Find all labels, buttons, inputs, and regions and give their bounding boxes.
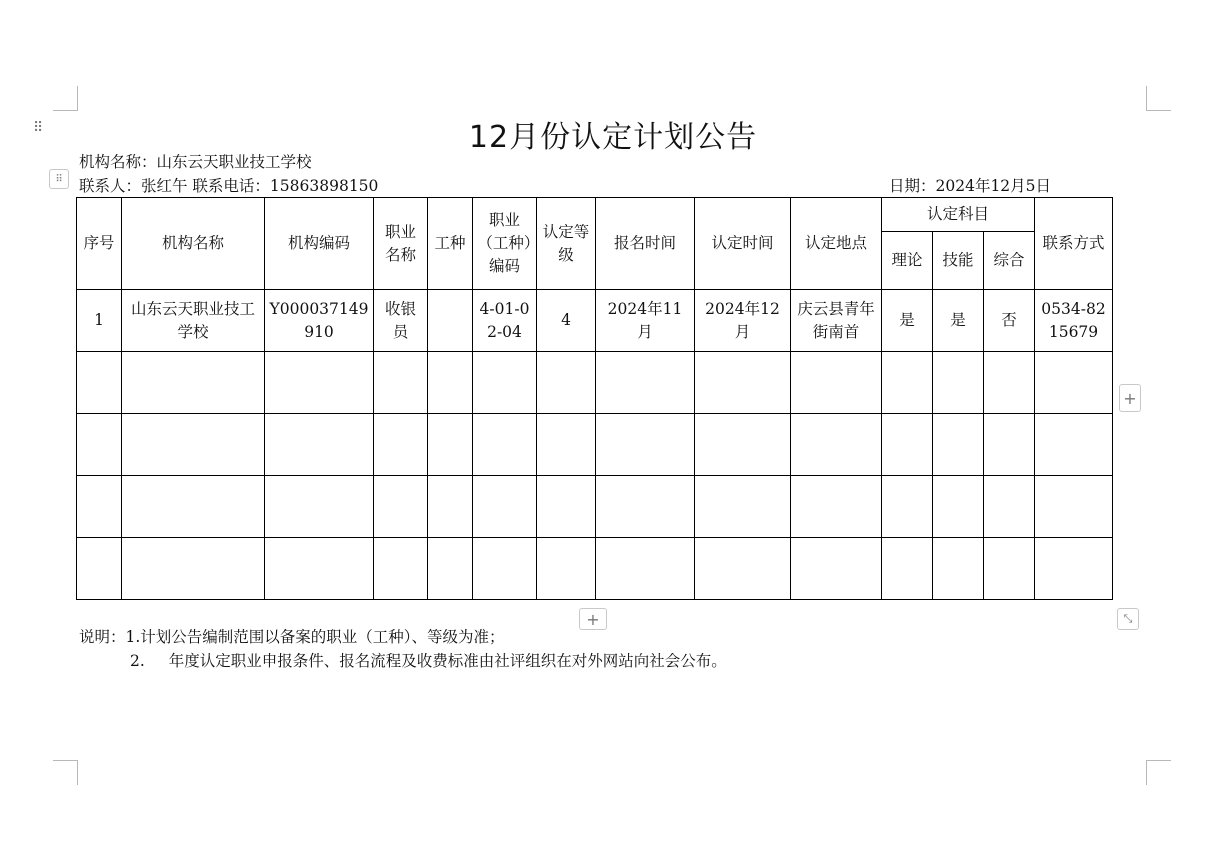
cell-comprehensive: 否	[984, 290, 1035, 352]
header-comprehensive: 综合	[984, 232, 1035, 290]
table-resize-handle-icon[interactable]: ⤡	[1117, 608, 1139, 630]
note-line-2	[79, 649, 727, 673]
add-column-button[interactable]: +	[1119, 384, 1141, 412]
contact-line: 联系人：张红午 联系电话：15863898150	[79, 177, 379, 195]
notes-section	[79, 625, 727, 673]
cell-occupation-code: 4-01-02-04	[473, 290, 537, 352]
cell-skill: 是	[933, 290, 984, 352]
cell-contact: 0534-8215679	[1035, 290, 1113, 352]
table-row-empty	[77, 538, 1113, 600]
cell-org-code: Y000037149910	[265, 290, 374, 352]
document-title: 12月份认定计划公告	[468, 120, 758, 155]
cell-job-type	[428, 290, 473, 352]
header-skill: 技能	[933, 232, 984, 290]
table-move-handle-icon[interactable]: ⠿	[49, 169, 69, 189]
header-org-code: 机构编码	[265, 198, 374, 290]
date-line: 日期：2024年12月5日	[889, 177, 1052, 195]
page-corner-mark-bottom-right	[1146, 760, 1171, 785]
header-signup-time: 报名时间	[596, 198, 695, 290]
cell-seq: 1	[77, 290, 122, 352]
table-row-empty	[77, 414, 1113, 476]
note-line-2-text: 年度认定职业申报条件、报名流程及收费标准由社评组织在对外网站向社会公布。	[168, 652, 727, 670]
header-org-name: 机构名称	[122, 198, 265, 290]
cell-location: 庆云县青年街南首	[791, 290, 882, 352]
certification-plan-table	[76, 197, 1113, 600]
header-seq: 序号	[77, 198, 122, 290]
cell-theory: 是	[882, 290, 933, 352]
cell-signup-time: 2024年11月	[596, 290, 695, 352]
cell-level: 4	[537, 290, 596, 352]
header-occupation-code: 职业（工种）编码	[473, 198, 537, 290]
header-level: 认定等级	[537, 198, 596, 290]
add-row-button[interactable]: +	[579, 608, 607, 630]
header-contact: 联系方式	[1035, 198, 1113, 290]
page-corner-mark-bottom-left	[53, 760, 78, 785]
cell-cert-time: 2024年12月	[695, 290, 791, 352]
table-row-empty	[77, 476, 1113, 538]
note-line-1: 说明：1.计划公告编制范围以备案的职业（工种）、等级为准；	[79, 628, 505, 646]
org-name-line: 机构名称：山东云天职业技工学校	[79, 153, 312, 171]
header-job-type: 工种	[428, 198, 473, 290]
page-corner-mark-top-right	[1146, 86, 1171, 111]
table-row-empty	[77, 352, 1113, 414]
header-occupation: 职业名称	[374, 198, 428, 290]
page-corner-mark-top-left	[53, 86, 78, 111]
paragraph-drag-handle-icon[interactable]: ⠿	[33, 120, 43, 136]
cell-occupation: 收银员	[374, 290, 428, 352]
header-cert-time: 认定时间	[695, 198, 791, 290]
cell-org-name: 山东云天职业技工学校	[122, 290, 265, 352]
header-theory: 理论	[882, 232, 933, 290]
header-location: 认定地点	[791, 198, 882, 290]
table-row	[77, 290, 1113, 352]
note-line-2-number: 2.	[130, 652, 145, 670]
header-subjects: 认定科目	[882, 198, 1035, 232]
